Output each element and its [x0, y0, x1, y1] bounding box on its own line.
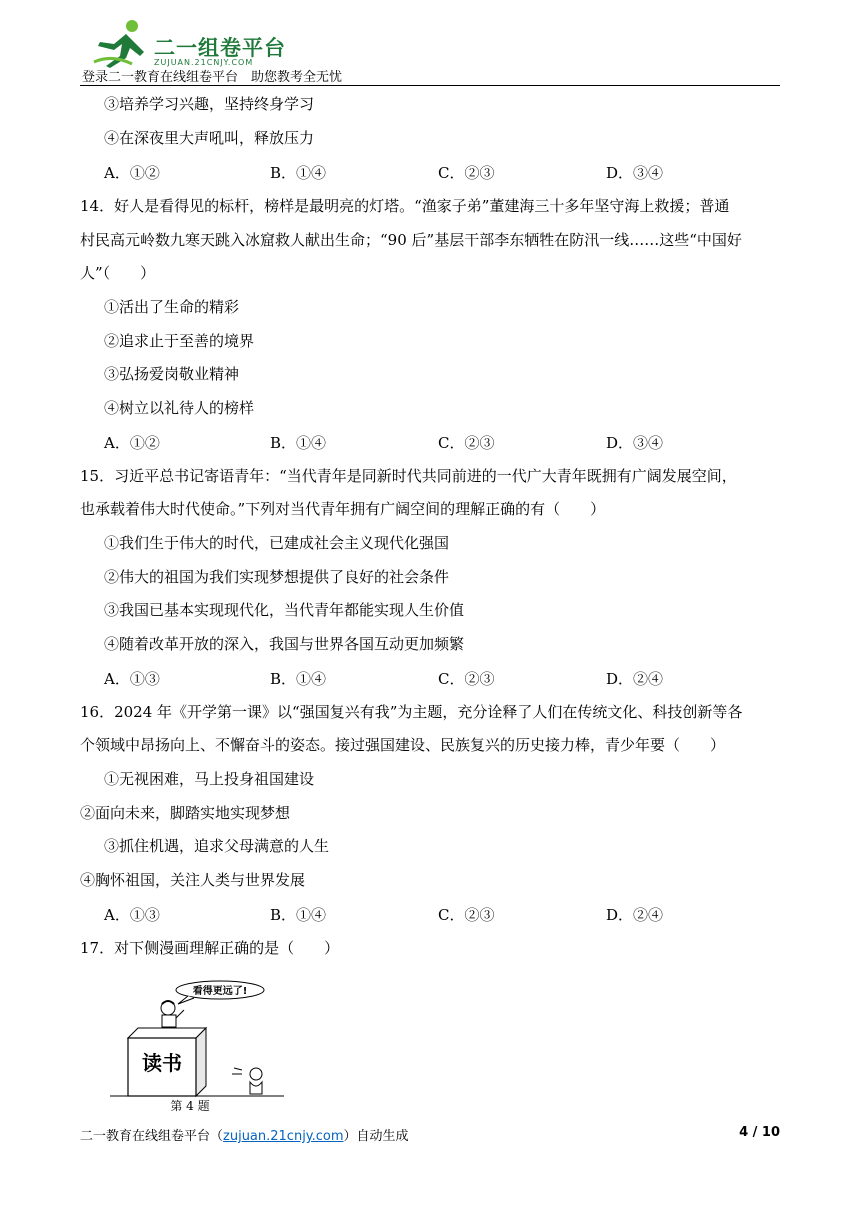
header-tagline: 登录二一教育在线组卷平台 助您教考全无忧: [82, 70, 343, 85]
q16-stem-line-2: 个领域中昂扬向上、不懈奋斗的姿态。接过强国建设、民族复兴的历史接力棒，青少年要（ ）: [80, 736, 726, 754]
footer-credit: [80, 1125, 409, 1144]
q15-item-4: ④随着改革开放的深入，我国与世界各国互动更加频繁: [104, 635, 465, 653]
page-header: [80, 14, 780, 88]
q13-options: [104, 162, 764, 182]
q16-item-2: ②面向未来，脚踏实地实现梦想: [80, 804, 291, 822]
q14-option-a: A．①②: [104, 434, 160, 452]
footer-suffix: ）自动生成: [343, 1129, 409, 1144]
q15-option-d: D．②④: [606, 670, 664, 688]
page-number: 4 / 10: [739, 1125, 780, 1140]
cartoon-illustration: [108, 978, 288, 1113]
q15-item-3: ③我国已基本实现现代化，当代青年都能实现人生价值: [104, 601, 465, 619]
cartoon-box-label: 读书: [142, 1051, 182, 1075]
q14-option-c: C．②③: [438, 434, 495, 452]
q14-item-4: ④树立以礼待人的榜样: [104, 399, 255, 417]
header-divider: [80, 85, 780, 86]
runner-logo-icon: [92, 18, 152, 70]
q16-option-b: B．①④: [270, 906, 327, 924]
q16-stem-line-1: 16．2024 年《开学第一课》以“强国复兴有我”为主题，充分诠释了人们在传统文化、科技创新等各: [80, 703, 743, 721]
q15-stem-line-1: 15．习近平总书记寄语青年：“当代青年是同新时代共同前进的一代广大青年既拥有广阔发展空间，: [80, 467, 737, 485]
reading-cartoon-image: [108, 978, 288, 1113]
footer-site-link[interactable]: zujuan.21cnjy.com: [223, 1129, 344, 1144]
q15-stem-line-2: 也承载着伟大时代使命。”下列对当代青年拥有广阔空间的理解正确的有（ ）: [80, 500, 606, 518]
footer-prefix: 二一教育在线组卷平台（: [80, 1129, 224, 1144]
q14-option-d: D．③④: [606, 434, 664, 452]
q14-stem-line-1: 14．好人是看得见的标杆，榜样是最明亮的灯塔。“渔家子弟”董建海三十多年坚守海上救援；普通: [80, 197, 730, 215]
q15-option-a: A．①③: [104, 670, 160, 688]
q13-item-4: ④在深夜里大声吼叫，释放压力: [104, 129, 315, 147]
q16-item-4: ④胸怀祖国，关注人类与世界发展: [80, 871, 306, 889]
q16-option-a: A．①③: [104, 906, 160, 924]
q14-item-1: ①活出了生命的精彩: [104, 298, 240, 316]
q16-item-1: ①无视困难，马上投身祖国建设: [104, 770, 315, 788]
q13-option-a: A．①②: [104, 164, 160, 182]
q13-item-3: ③培养学习兴趣，坚持终身学习: [104, 95, 315, 113]
q14-options: [104, 432, 764, 452]
q13-option-b: B．①④: [270, 164, 327, 182]
q14-stem-line-3: 人”（ ）: [80, 264, 156, 282]
q17-stem: 17．对下侧漫画理解正确的是（ ）: [80, 939, 340, 957]
q14-stem-line-2: 村民高元岭数九寒天跳入冰窟救人献出生命；“90 后”基层干部李东牺牲在防汛一线……这些“中国好: [80, 231, 742, 249]
q14-option-b: B．①④: [270, 434, 327, 452]
q16-options: [104, 904, 764, 924]
q15-item-2: ②伟大的祖国为我们实现梦想提供了良好的社会条件: [104, 568, 450, 586]
q16-option-d: D．②④: [606, 906, 664, 924]
q15-options: [104, 668, 764, 688]
q15-item-1: ①我们生于伟大的时代，已建成社会主义现代化强国: [104, 534, 450, 552]
cartoon-caption: 第 4 题: [170, 1099, 210, 1113]
q15-option-b: B．①④: [270, 670, 327, 688]
q16-option-c: C．②③: [438, 906, 495, 924]
logo-text: 二一组卷平台: [154, 36, 286, 60]
q13-option-d: D．③④: [606, 164, 664, 182]
cartoon-speech-text: 看得更远了!: [192, 986, 248, 997]
q15-option-c: C．②③: [438, 670, 495, 688]
q16-item-3: ③抓住机遇，追求父母满意的人生: [104, 837, 330, 855]
q14-item-3: ③弘扬爱岗敬业精神: [104, 365, 240, 383]
logo-subtext: ZUJUAN.21CNJY.COM: [154, 58, 254, 67]
page-footer: [80, 1123, 780, 1145]
q14-item-2: ②追求止于至善的境界: [104, 332, 255, 350]
logo: [92, 18, 292, 70]
q13-option-c: C．②③: [438, 164, 495, 182]
